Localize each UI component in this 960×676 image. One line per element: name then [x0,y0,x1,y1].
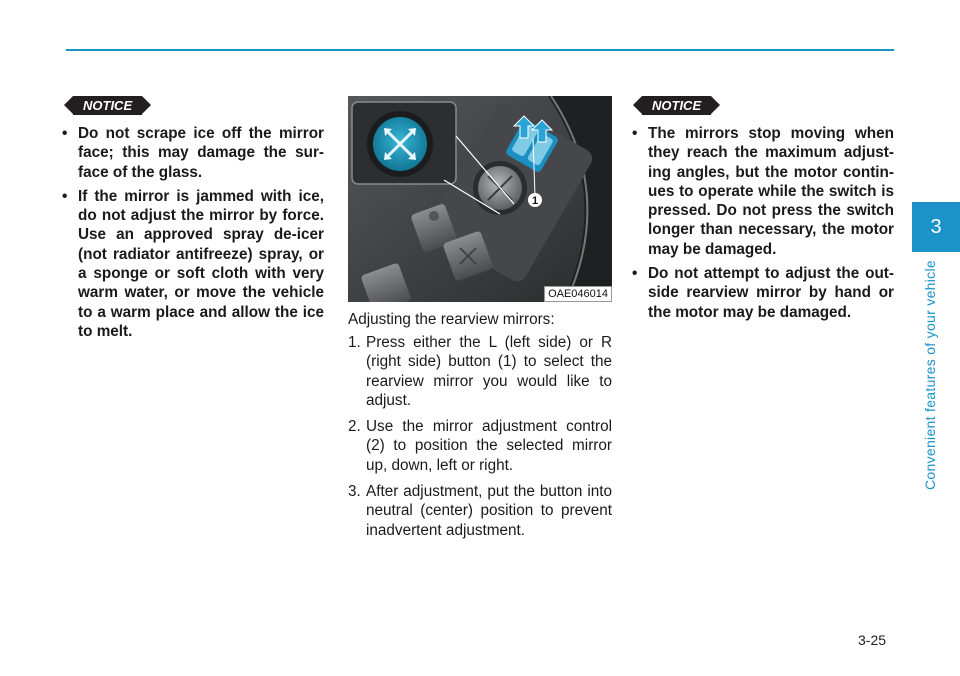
header-rule [66,49,894,51]
notice-badge-right: NOTICE [642,96,711,115]
notice-badge-left: NOTICE [73,96,142,115]
page-number: 3-25 [858,632,887,648]
chapter-tab: 3 [912,202,960,252]
step-text: Use the mirror adjustment control (2) to position the selected mirror up, down, left or right. [366,418,612,474]
step-number: 3. [348,483,361,501]
procedure-intro: Adjusting the rearview mirrors: [348,311,555,328]
notice-list-left [60,124,324,346]
door-panel-illustration [348,96,612,302]
notice-bullet-1: • The mirrors stop moving when they reach the maximum adjust-ing angles, but the motor contin-ues to operate while the switch is pressed. Do not press the switch longer than necessary, the motor may be damaged. [630,124,894,259]
notice-list-right [630,124,894,327]
figure-code: OAE046014 [544,286,612,302]
procedure-step [348,333,612,410]
step-number: 2. [348,418,361,436]
mirror-switch-figure [348,96,612,302]
procedure-step [348,482,612,540]
step-text: After adjustment, put the button into neutral (center) position to prevent inadvertent adjustment. [366,483,612,539]
procedure-steps [348,333,612,547]
procedure-step [348,417,612,475]
callout-number: 1 [531,195,539,207]
step-number: 1. [348,334,361,351]
notice-bullet-2: • Do not attempt to adjust the out-side rearview mirror by hand or the motor may be damaged. [630,264,894,322]
notice-bullet-1: • Do not scrape ice off the mirror face; this may damage the sur-face of the glass. [60,124,324,182]
notice-bullet-2: • If the mirror is jammed with ice, do not adjust the mirror by force. Use an approved spray de-icer (not radiator antifreeze) spray, or a sponge or soft cloth with very warm water, or move the vehicle to a warm place and allow the ice to melt. [60,187,324,341]
step-text: Press either the L (left side) or R (right side) button (1) to select the rearview mirror you would like to adjust. [366,334,612,409]
chapter-title: Convenient features of your vehicle [922,260,938,490]
